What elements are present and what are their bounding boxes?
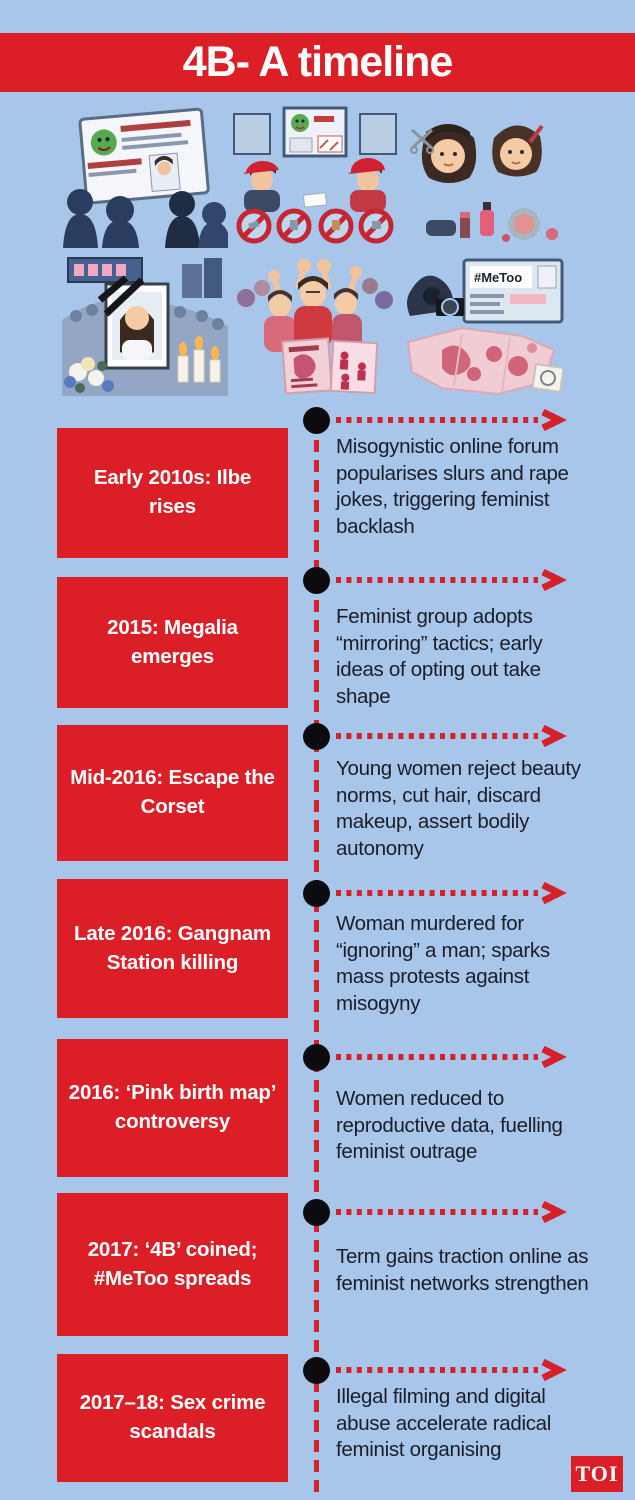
timeline-period-label: 2017–18: Sex crime scandals (79, 1391, 266, 1443)
timeline-description: Woman murdered for “ignoring” a man; sparks mass protests against misogyny (336, 912, 550, 1015)
gangnam-memorial-illustration (62, 254, 228, 396)
dotted-arrow-icon (332, 409, 570, 431)
dotted-arrow-icon (332, 1359, 570, 1381)
collage-cell (62, 254, 228, 396)
timeline-description: Feminist group adopts “mirroring” tactics; early ideas of opting out take shape (336, 605, 543, 708)
dotted-arrow-icon (332, 569, 570, 591)
timeline-node-icon (303, 1044, 330, 1071)
collage-cell (402, 106, 568, 248)
timeline-period-box (57, 577, 288, 708)
dotted-arrow-icon (332, 1046, 570, 1068)
timeline-period-label: 2017: ‘4B’ coined; #MeToo spreads (87, 1237, 258, 1290)
collage-cell (232, 106, 398, 248)
timeline-period-box (57, 428, 288, 558)
metoo-map-illustration (402, 254, 568, 396)
page-title: 4B- A timeline (182, 38, 453, 86)
timeline-period-label: Early 2010s: Ilbe rises (93, 466, 252, 518)
megalia-mirroring-illustration (232, 106, 398, 248)
header-banner (0, 33, 635, 92)
timeline-period-label: Late 2016: Gangnam Station killing (74, 921, 271, 974)
toi-logo-text: TOI (575, 1461, 619, 1486)
collage-cell (62, 106, 228, 248)
timeline-period-label: 2016: ‘Pink birth map’ controversy (68, 1081, 277, 1133)
timeline-node-icon (303, 407, 330, 434)
timeline-period-label: Mid-2016: Escape the Corset (70, 766, 275, 818)
feminist-protest-illustration (232, 254, 398, 396)
timeline-description: Term gains traction online as feminist networks strengthen (336, 1245, 589, 1295)
dotted-arrow-icon (332, 882, 570, 904)
collage-cell (232, 254, 398, 396)
timeline-node-icon (303, 1199, 330, 1226)
timeline-period-label: 2015: Megalia emerges (107, 615, 238, 668)
timeline-description: Illegal filming and digital abuse accelerate radical feminist organising (336, 1385, 552, 1461)
timeline-description: Young women reject beauty norms, cut hair, discard makeup, assert bodily autonomy (336, 757, 581, 860)
dotted-arrow-icon (332, 725, 570, 747)
timeline-description: Women reduced to reproductive data, fuelling feminist outrage (336, 1087, 563, 1163)
timeline-period-box (57, 1039, 288, 1177)
metoo-hashtag-text: #MeToo (474, 270, 523, 285)
timeline-period-box (57, 1193, 288, 1336)
illustration-collage (62, 106, 568, 396)
timeline-node-icon (303, 567, 330, 594)
timeline-period-box (57, 725, 288, 861)
timeline-node-icon (303, 723, 330, 750)
dotted-arrow-icon (332, 1201, 570, 1223)
timeline-node-icon (303, 880, 330, 907)
collage-cell (402, 254, 568, 396)
misogynistic-forum-illustration (62, 106, 228, 248)
timeline-description: Misogynistic online forum popularises slurs and rape jokes, triggering feminist backlash (336, 435, 569, 538)
toi-logo (571, 1456, 623, 1492)
timeline-period-box (57, 1354, 288, 1482)
timeline-period-box (57, 879, 288, 1018)
escape-the-corset-illustration (402, 106, 568, 248)
timeline-node-icon (303, 1357, 330, 1384)
